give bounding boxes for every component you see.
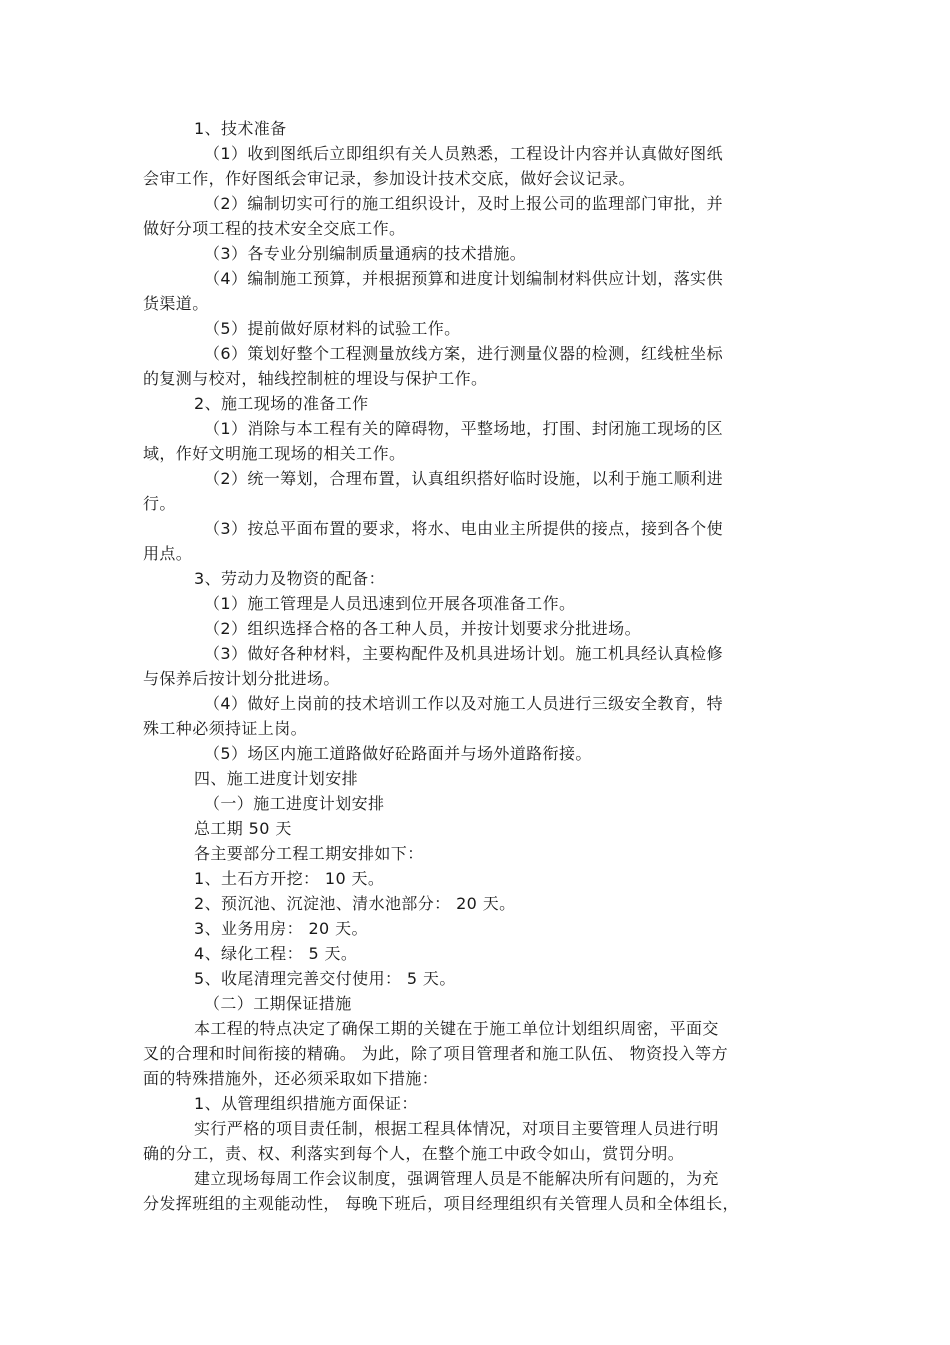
paragraph-line: 各主要部分工程工期安排如下： (194, 844, 424, 863)
paragraph-line: 行。 (143, 494, 176, 513)
paragraph-line: （3）各专业分别编制质量通病的技术措施。 (204, 244, 527, 263)
paragraph-line: （4）做好上岗前的技术培训工作以及对施工人员进行三级安全教育，特 (204, 694, 723, 713)
subsection-heading-schedule: （一）施工进度计划安排 (204, 794, 385, 813)
paragraph-line: （2）组织选择合格的各工种人员，并按计划要求分批进场。 (204, 619, 641, 638)
paragraph-line: （4）编制施工预算，并根据预算和进度计划编制材料供应计划，落实供 (204, 269, 723, 288)
paragraph-line: 叉的合理和时间衔接的精确。 为此，除了项目管理者和施工队伍、 物资投入等方 (143, 1044, 728, 1063)
paragraph-line: 实行严格的项目责任制，根据工程具体情况，对项目主要管理人员进行明 (194, 1119, 719, 1138)
subsection-heading-guarantee: （二）工期保证措施 (204, 994, 352, 1013)
paragraph-line: 建立现场每周工作会议制度，强调管理人员是不能解决所有问题的，为充 (194, 1169, 719, 1188)
section-heading-technical-preparation: 1、技术准备 (194, 119, 287, 138)
paragraph-line: 面的特殊措施外，还必须采取如下措施： (143, 1069, 439, 1088)
paragraph-line: （3）做好各种材料，主要构配件及机具进场计划。施工机具经认真检修 (204, 644, 723, 663)
section-heading-labor-materials: 3、劳动力及物资的配备： (194, 569, 385, 588)
paragraph-line: （1）消除与本工程有关的障碍物，平整场地，打围、封闭施工现场的区 (204, 419, 723, 438)
paragraph-line: 本工程的特点决定了确保工期的关键在于施工单位计划组织周密，平面交 (194, 1019, 719, 1038)
section-heading-management: 1、从管理组织措施方面保证： (194, 1094, 418, 1113)
schedule-item: 4、绿化工程： 5 天。 (194, 944, 358, 963)
section-heading-schedule: 四、施工进度计划安排 (194, 769, 359, 788)
paragraph-line: （2）统一筹划，合理布置，认真组织搭好临时设施，以利于施工顺利进 (204, 469, 723, 488)
paragraph-line: 做好分项工程的技术安全交底工作。 (143, 219, 406, 238)
paragraph-line: （1）收到图纸后立即组织有关人员熟悉，工程设计内容并认真做好图纸 (204, 144, 723, 163)
schedule-item: 1、土石方开挖： 10 天。 (194, 869, 385, 888)
paragraph-line: （5）提前做好原材料的试验工作。 (204, 319, 461, 338)
section-heading-site-preparation: 2、施工现场的准备工作 (194, 394, 369, 413)
paragraph-line: 殊工种必须持证上岗。 (143, 719, 308, 738)
paragraph-line: 分发挥班组的主观能动性， 每晚下班后，项目经理组织有关管理人员和全体组长， (143, 1194, 739, 1213)
paragraph-line: 确的分工，责、权、利落实到每个人，在整个施工中政令如山，赏罚分明。 (143, 1144, 685, 1163)
paragraph-line: 的复测与校对，轴线控制桩的埋设与保护工作。 (143, 369, 488, 388)
paragraph-line: 域，作好文明施工现场的相关工作。 (143, 444, 406, 463)
paragraph-line: （3）按总平面布置的要求，将水、电由业主所提供的接点，接到各个使 (204, 519, 723, 538)
paragraph-line: （6）策划好整个工程测量放线方案，进行测量仪器的检测，红线桩坐标 (204, 344, 723, 363)
paragraph-line: （1）施工管理是人员迅速到位开展各项准备工作。 (204, 594, 576, 613)
paragraph-line: （5）场区内施工道路做好砼路面并与场外道路衔接。 (204, 744, 592, 763)
schedule-item: 2、预沉池、沉淀池、清水池部分： 20 天。 (194, 894, 516, 913)
total-duration: 总工期 50 天 (194, 819, 292, 838)
schedule-item: 5、收尾清理完善交付使用： 5 天。 (194, 969, 456, 988)
paragraph-line: 用点。 (143, 544, 193, 563)
paragraph-line: 会审工作，作好图纸会审记录，参加设计技术交底，做好会议记录。 (143, 169, 636, 188)
schedule-item: 3、业务用房： 20 天。 (194, 919, 368, 938)
paragraph-line: （2）编制切实可行的施工组织设计，及时上报公司的监理部门审批，并 (204, 194, 723, 213)
paragraph-line: 与保养后按计划分批进场。 (143, 669, 340, 688)
paragraph-line: 货渠道。 (143, 294, 209, 313)
